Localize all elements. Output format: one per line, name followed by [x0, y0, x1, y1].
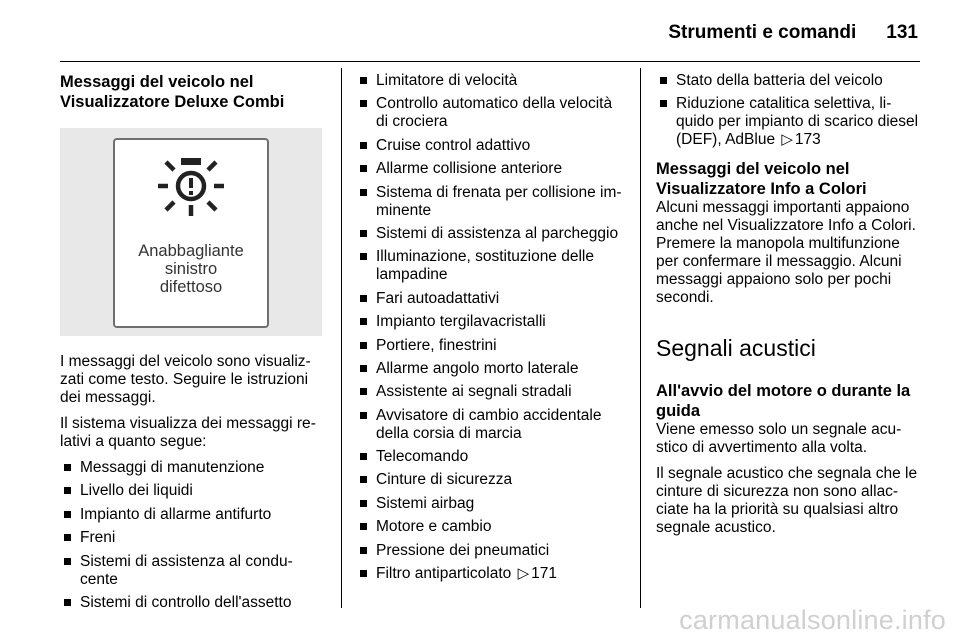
heading-line: Visualizzatore Deluxe Combi [60, 93, 285, 111]
paragraph: Il segnale acustico che segnala che le cinture di sicurezza non sono allac-ciate ha la priorità su qualsiasi altro segnale acustico. [656, 465, 918, 537]
heading-line: Messaggi del veicolo nel [656, 160, 850, 179]
list-item: Impianto tergilavacristalli [356, 313, 626, 331]
list-item: Sistemi airbag [356, 495, 626, 513]
display-figure [60, 128, 322, 336]
section-heading-deluxe-combi [60, 72, 322, 112]
display-text-line: sinistro [164, 260, 218, 278]
section-heading-info-colori [656, 159, 922, 199]
column-divider-1 [341, 68, 342, 608]
column-2 [356, 72, 626, 588]
paragraph: Viene emesso solo un segnale acu-stico di avvertimento alla volta. [656, 421, 902, 457]
bullet-list [656, 72, 922, 149]
headlamp-warning-icon [156, 156, 226, 218]
list-item: Fari autoadattativi [356, 290, 626, 308]
paragraph: Alcuni messaggi importanti appaiono anche nel Visualizzatore Info a Colori. Premere la manopola multifunzione per confermare il messaggio. Alcuni messaggi appaiono solo per pochi secondi. [656, 199, 916, 307]
list-item: Avvisatore di cambio accidentale della corsia di marcia [356, 407, 626, 443]
chapter-heading: Segnali acustici [656, 335, 816, 362]
list-item: Telecomando [356, 448, 626, 466]
list-item: Filtro antiparticolato ▷ 171 [356, 565, 626, 583]
list-item: Sistemi di assistenza al parcheggio [356, 225, 626, 243]
section-name: Strumenti e comandi [668, 22, 857, 43]
page-number: 131 [886, 22, 918, 43]
list-item: Cinture di sicurezza [356, 471, 626, 489]
page-header [60, 18, 918, 48]
list-item: Illuminazione, sostituzione delle lampadine [356, 248, 626, 284]
list-item: Sistemi di assistenza al condu-cente [60, 553, 322, 589]
bullet-list [60, 459, 322, 612]
display-screen [113, 138, 269, 328]
paragraph: Il sistema visualizza dei messaggi relativi a quanto segue: [60, 415, 316, 450]
list-item: Freni [60, 529, 322, 547]
page-ref-arrow-icon: ▷ [517, 565, 530, 583]
list-item: Limitatore di velocità [356, 72, 626, 90]
page-ref-link[interactable]: 173 [794, 131, 821, 149]
heading-line: Visualizzatore Info a Colori [656, 180, 867, 199]
list-item: Stato della batteria del veicolo [656, 72, 922, 90]
list-item: Messaggi di manutenzione [60, 459, 322, 477]
list-item: Livello dei liquidi [60, 482, 322, 500]
column-divider-2 [640, 68, 641, 608]
column-3 [656, 72, 922, 537]
list-item: Sistemi di controllo dell'assetto [60, 594, 322, 612]
list-item: Allarme collisione anteriore [356, 160, 626, 178]
display-message [115, 242, 267, 296]
list-item: Riduzione catalitica selettiva, li-quido per impianto di scarico diesel (DEF), AdBlue ▷ 173 [656, 95, 922, 149]
bullet-list [356, 72, 626, 583]
display-text-line: difettoso [159, 278, 223, 296]
list-item: Motore e cambio [356, 518, 626, 536]
header-rule [60, 61, 920, 62]
list-item: Controllo automatico della velocità di crociera [356, 95, 626, 131]
display-text-line: Anabbagliante [138, 242, 244, 260]
list-item: Sistema di frenata per collisione im-minente [356, 184, 626, 220]
list-item: Pressione dei pneumatici [356, 542, 626, 560]
column-1 [60, 72, 322, 617]
list-item: Allarme angolo morto laterale [356, 360, 626, 378]
subsection-heading: All'avvio del motore o durante la guida [656, 382, 911, 421]
list-item: Impianto di allarme antifurto [60, 506, 322, 524]
list-item: Cruise control adattivo [356, 137, 626, 155]
page-ref-link[interactable]: 171 [531, 565, 557, 583]
list-item: Assistente ai segnali stradali [356, 383, 626, 401]
page-ref-arrow-icon: ▷ [781, 131, 793, 149]
watermark: carmanualsonline.info [679, 605, 946, 635]
list-item: Portiere, finestrini [356, 337, 626, 355]
paragraph: I messaggi del veicolo sono visualizzati come testo. Seguire le istruzioni dei messaggi. [60, 353, 311, 406]
heading-line: Messaggi del veicolo nel [60, 73, 254, 91]
